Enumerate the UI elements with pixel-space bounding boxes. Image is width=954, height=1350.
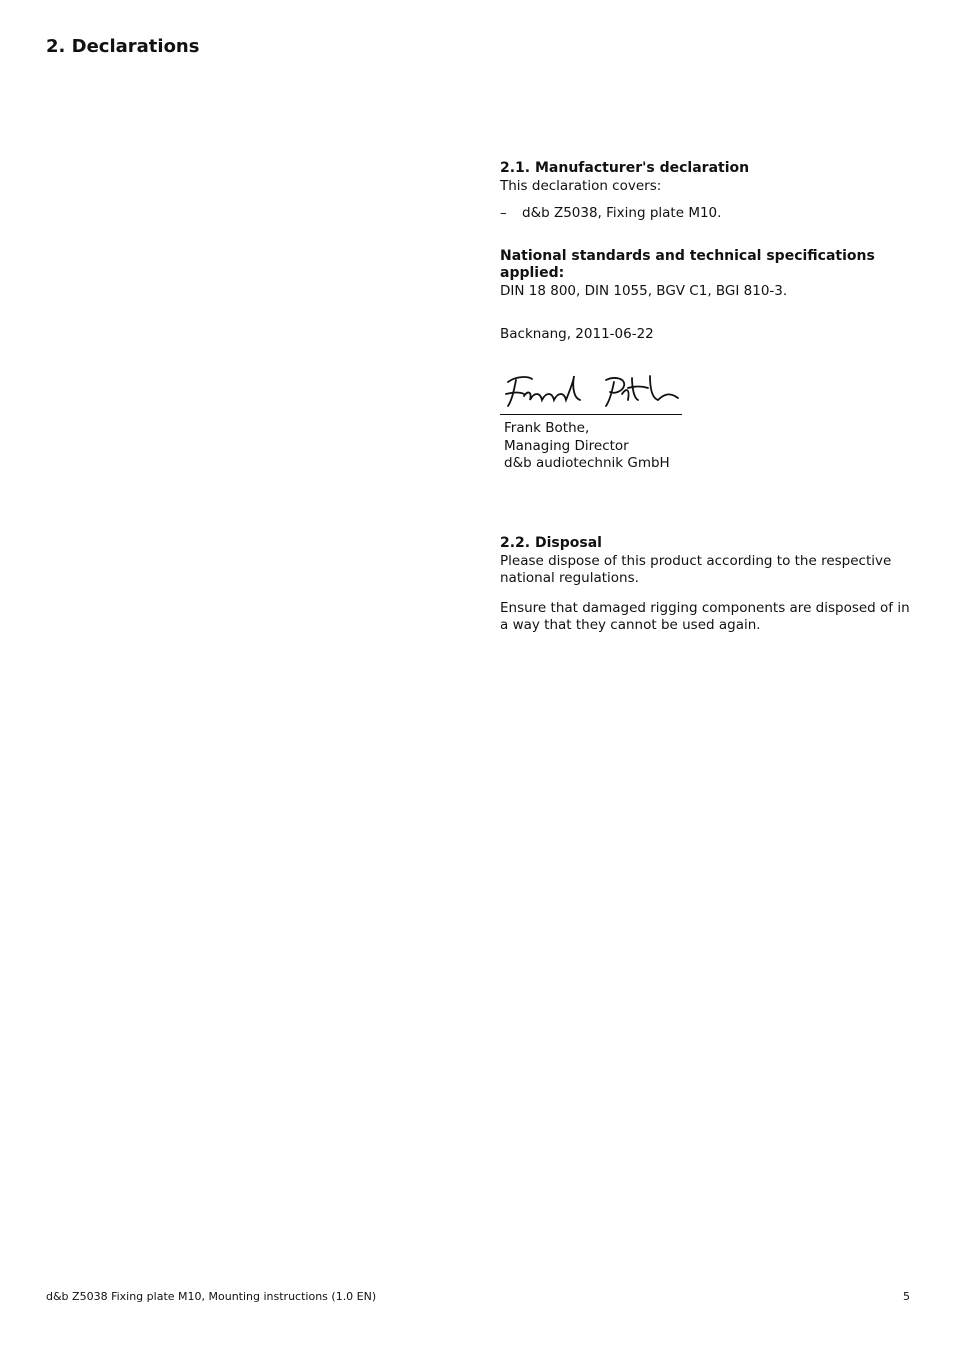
place-date: Backnang, 2011-06-22 [500,326,654,342]
standards-text: DIN 18 800, DIN 1055, BGV C1, BGI 810-3. [500,282,788,299]
bullet-dash: – [500,205,507,221]
page-footer [46,1290,910,1303]
page-number: 5 [903,1290,910,1303]
signature-block [500,368,682,415]
disposal-section [500,535,910,635]
disposal-heading: 2.2. Disposal [500,535,602,551]
list-item [500,205,910,223]
signer-name: Frank Bothe, [504,420,590,436]
declaration-item: d&b Z5038, Fixing plate M10. [522,205,722,221]
standards-heading: National standards and technical specifications applied: [500,247,875,281]
page-title: 2. Declarations [46,36,200,57]
manufacturer-heading: 2.1. Manufacturer's declaration [500,160,750,176]
signer-company: d&b audiotechnik GmbH [504,455,670,471]
disposal-paragraph-2: Ensure that damaged rigging components are disposed of in a way that they cannot be used again. [500,599,910,633]
signer-title: Managing Director [504,437,629,454]
footer-doc-title: d&b Z5038 Fixing plate M10, Mounting instructions (1.0 EN) [46,1290,377,1303]
signer-details [504,420,670,473]
disposal-paragraph-1: Please dispose of this product according to the respective national regulations. [500,552,892,586]
declaration-intro: This declaration covers: [500,177,662,194]
signature-line [500,368,682,415]
signature-image [502,370,682,414]
manufacturer-declaration-section [500,160,910,344]
